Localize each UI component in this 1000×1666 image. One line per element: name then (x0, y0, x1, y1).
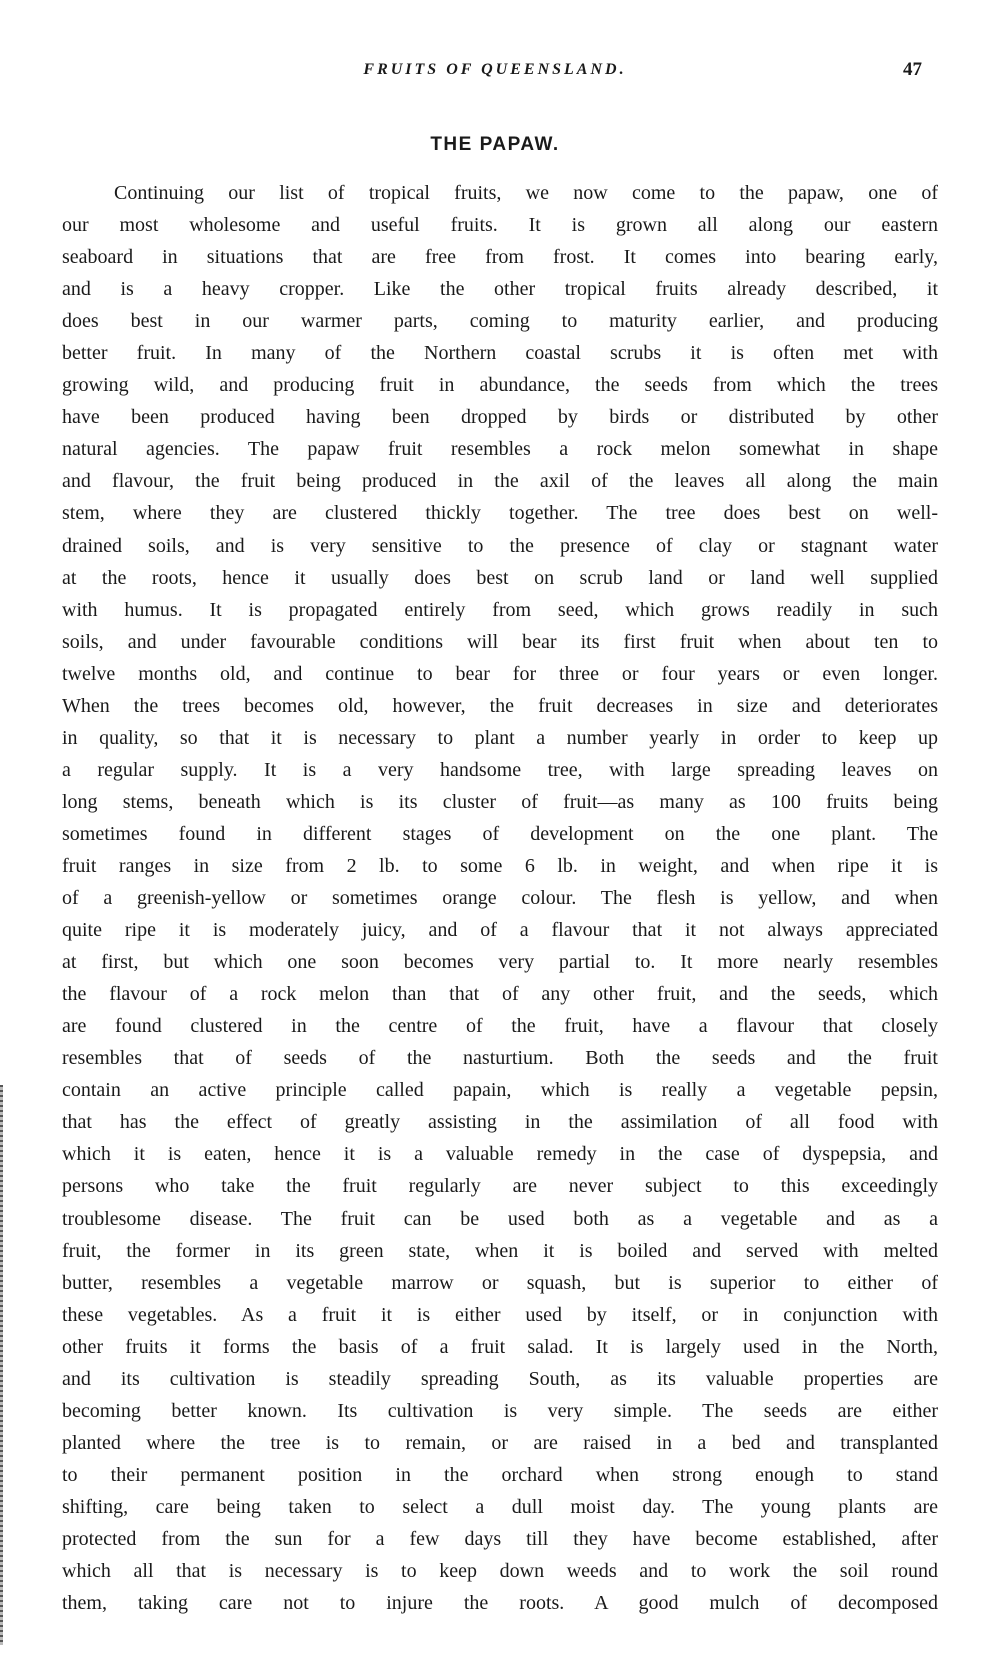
text-line: with humus. It is propagated entirely from seed, which grows readily in such (62, 598, 938, 621)
text-line: the flavour of a rock melon than that of any other fruit, and the seeds, which (62, 983, 938, 1006)
text-line: shifting, care being taken to select a dull moist day. The young plants are (62, 1495, 938, 1518)
text-line: to their permanent position in the orchard when strong enough to stand (62, 1463, 938, 1486)
text-line: at first, but which one soon becomes very partial to. It more nearly resembles (62, 951, 938, 974)
text-line: Continuing our list of tropical fruits, we now come to the papaw, one of (114, 182, 938, 204)
text-line: quite ripe it is moderately juicy, and of a flavour that it not always appreciated (62, 919, 938, 942)
running-title: FRUITS OF QUEENSLAND. (363, 61, 627, 78)
section-title: THE PAPAW. (430, 134, 560, 155)
page-header (60, 61, 930, 85)
text-line: persons who take the fruit regularly are never subject to this exceedingly (62, 1175, 938, 1198)
text-line: other fruits it forms the basis of a fruit salad. It is largely used in the North, (62, 1335, 938, 1358)
text-line: When the trees becomes old, however, the fruit decreases in size and deteriorates (62, 694, 938, 717)
text-line: seaboard in situations that are free from frost. It comes into bearing early, (62, 246, 938, 269)
text-line: long stems, beneath which is its cluster of fruit—as many as 100 fruits being (62, 790, 938, 813)
text-line: of a greenish-yellow or sometimes orange colour. The flesh is yellow, and when (62, 887, 938, 910)
text-line: troublesome disease. The fruit can be used both as a vegetable and as a (62, 1207, 938, 1230)
text-line: our most wholesome and useful fruits. It is grown all along our eastern (62, 214, 938, 237)
text-line: becoming better known. Its cultivation is very simple. The seeds are either (62, 1399, 938, 1422)
text-line: contain an active principle called papain, which is really a vegetable pepsin, (62, 1079, 938, 1102)
text-line: fruit ranges in size from 2 lb. to some 6 lb. in weight, and when ripe it is (62, 854, 938, 877)
text-line: does best in our warmer parts, coming to maturity earlier, and producing (62, 310, 938, 333)
text-line: which all that is necessary is to keep down weeds and to work the soil round (62, 1560, 938, 1583)
text-line: stem, where they are clustered thickly together. The tree does best on well- (62, 502, 938, 525)
text-line: and flavour, the fruit being produced in the axil of the leaves all along the main (62, 470, 938, 493)
text-line: are found clustered in the centre of the fruit, have a flavour that closely (62, 1015, 938, 1038)
text-line: drained soils, and is very sensitive to the presence of clay or stagnant water (62, 534, 938, 557)
text-line: in quality, so that it is necessary to plant a number yearly in order to keep up (62, 726, 938, 749)
text-line: these vegetables. As a fruit it is either used by itself, or in conjunction with (62, 1303, 938, 1326)
text-line: fruit, the former in its green state, when it is boiled and served with melted (62, 1239, 938, 1262)
text-line: growing wild, and producing fruit in abundance, the seeds from which the trees (62, 374, 938, 397)
text-line: at the roots, hence it usually does best on scrub land or land well supplied (62, 566, 938, 589)
text-line: and is a heavy cropper. Like the other tropical fruits already described, it (62, 278, 938, 301)
body-text (62, 177, 938, 1619)
scan-edge-artifact (0, 1085, 3, 1645)
text-line: and its cultivation is steadily spreading South, as its valuable properties are (62, 1367, 938, 1390)
text-line: resembles that of seeds of the nasturtium. Both the seeds and the fruit (62, 1047, 938, 1070)
text-line: a regular supply. It is a very handsome tree, with large spreading leaves on (62, 758, 938, 781)
text-line: sometimes found in different stages of development on the one plant. The (62, 822, 938, 845)
page-number: 47 (903, 59, 922, 80)
text-line: them, taking care not to injure the roots. A good mulch of decomposed (62, 1592, 938, 1615)
text-line: natural agencies. The papaw fruit resembles a rock melon somewhat in shape (62, 438, 938, 461)
text-line: have been produced having been dropped by birds or distributed by other (62, 406, 938, 429)
text-line: planted where the tree is to remain, or are raised in a bed and transplanted (62, 1431, 938, 1454)
text-line: twelve months old, and continue to bear for three or four years or even longer. (62, 662, 938, 685)
text-line: which it is eaten, hence it is a valuable remedy in the case of dyspepsia, and (62, 1143, 938, 1166)
text-line: that has the effect of greatly assisting in the assimilation of all food with (62, 1111, 938, 1134)
text-line: protected from the sun for a few days till they have become established, after (62, 1527, 938, 1550)
text-line: better fruit. In many of the Northern coastal scrubs it is often met with (62, 342, 938, 365)
text-line: soils, and under favourable conditions will bear its first fruit when about ten to (62, 630, 938, 653)
text-line: butter, resembles a vegetable marrow or squash, but is superior to either of (62, 1271, 938, 1294)
